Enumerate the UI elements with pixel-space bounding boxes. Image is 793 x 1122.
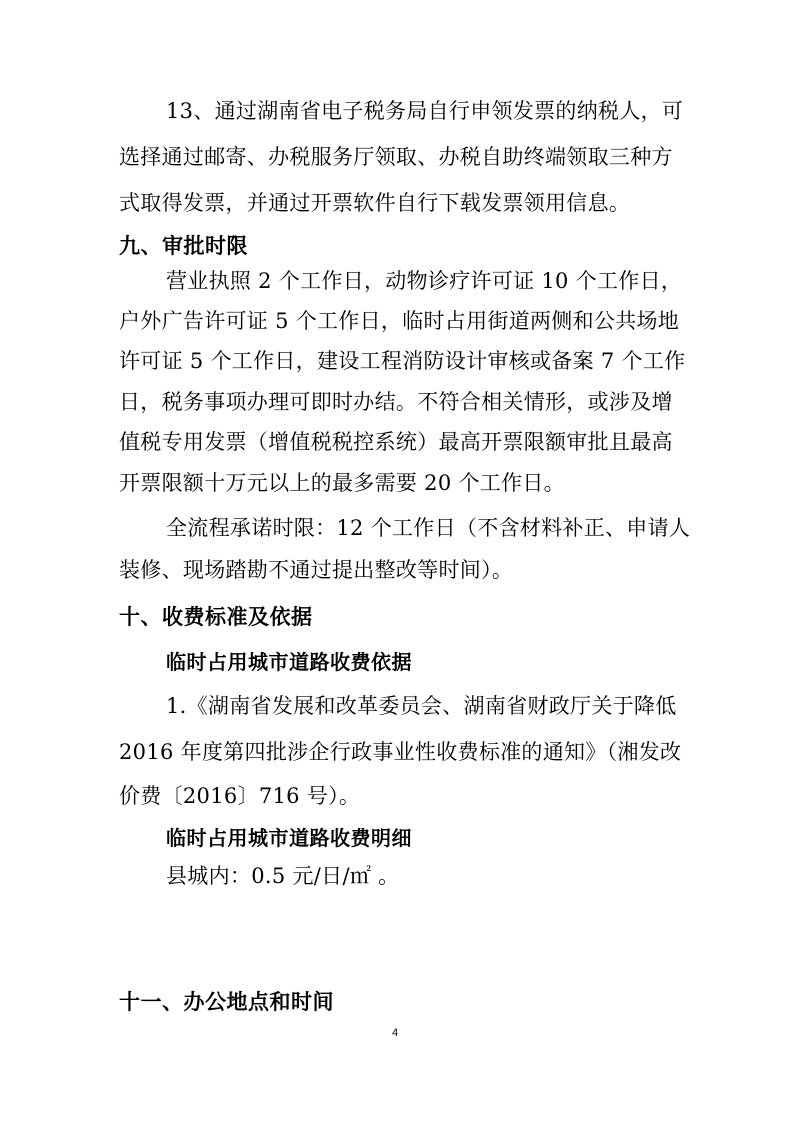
section-9-para1-line-6: 开票限额十万元以上的最多需要 20 个工作日。	[119, 471, 565, 495]
fee-detail-line: 县城内：0.5 元/日/㎡ 。	[166, 864, 400, 888]
page-number: 4	[391, 1027, 399, 1039]
section-9-para1-line-3: 许可证 5 个工作日，建设工程消防设计审核或备案 7 个工作	[119, 349, 686, 373]
item13-line-1: 13、通过湖南省电子税务局自行申领发票的纳税人，可	[166, 99, 684, 123]
item13-line-3: 式取得发票，并通过开票软件自行下载发票领用信息。	[119, 191, 631, 215]
section-9-para2-line-1: 全流程承诺时限：12 个工作日（不含材料补正、申请人	[166, 516, 691, 540]
section-9-para2-line-2: 装修、现场踏勘不通过提出整改等时间）。	[119, 558, 514, 582]
section-10-heading: 十、收费标准及依据	[119, 605, 313, 629]
item13-line-2: 选择通过邮寄、办税服务厅领取、办税自助终端领取三种方	[119, 145, 673, 169]
fee-basis-line-1: 1.《湖南省发展和改革委员会、湖南省财政厅关于降低	[166, 694, 677, 718]
section-11-heading: 十一、办公地点和时间	[119, 990, 334, 1014]
section-9-para1-line-4: 日，税务事项办理可即时办结。不符合相关情形，或涉及增	[119, 390, 673, 414]
fee-basis-line-2: 2016 年度第四批涉企行政事业性收费标准的通知》（湘发改	[119, 740, 682, 764]
section-9-para1-line-1: 营业执照 2 个工作日，动物诊疗许可证 10 个工作日，	[166, 269, 683, 293]
section-9-para1-line-2: 户外广告许可证 5 个工作日，临时占用街道两侧和公共场地	[119, 309, 680, 333]
section-9-para1-line-5: 值税专用发票（增值税税控系统）最高开票限额审批且最高	[119, 430, 673, 454]
fee-basis-line-3: 价费〔2016〕716 号）。	[119, 784, 361, 808]
fee-detail-subheading: 临时占用城市道路收费明细	[166, 826, 412, 850]
fee-basis-subheading: 临时占用城市道路收费依据	[166, 650, 412, 674]
section-9-heading: 九、审批时限	[119, 234, 248, 258]
